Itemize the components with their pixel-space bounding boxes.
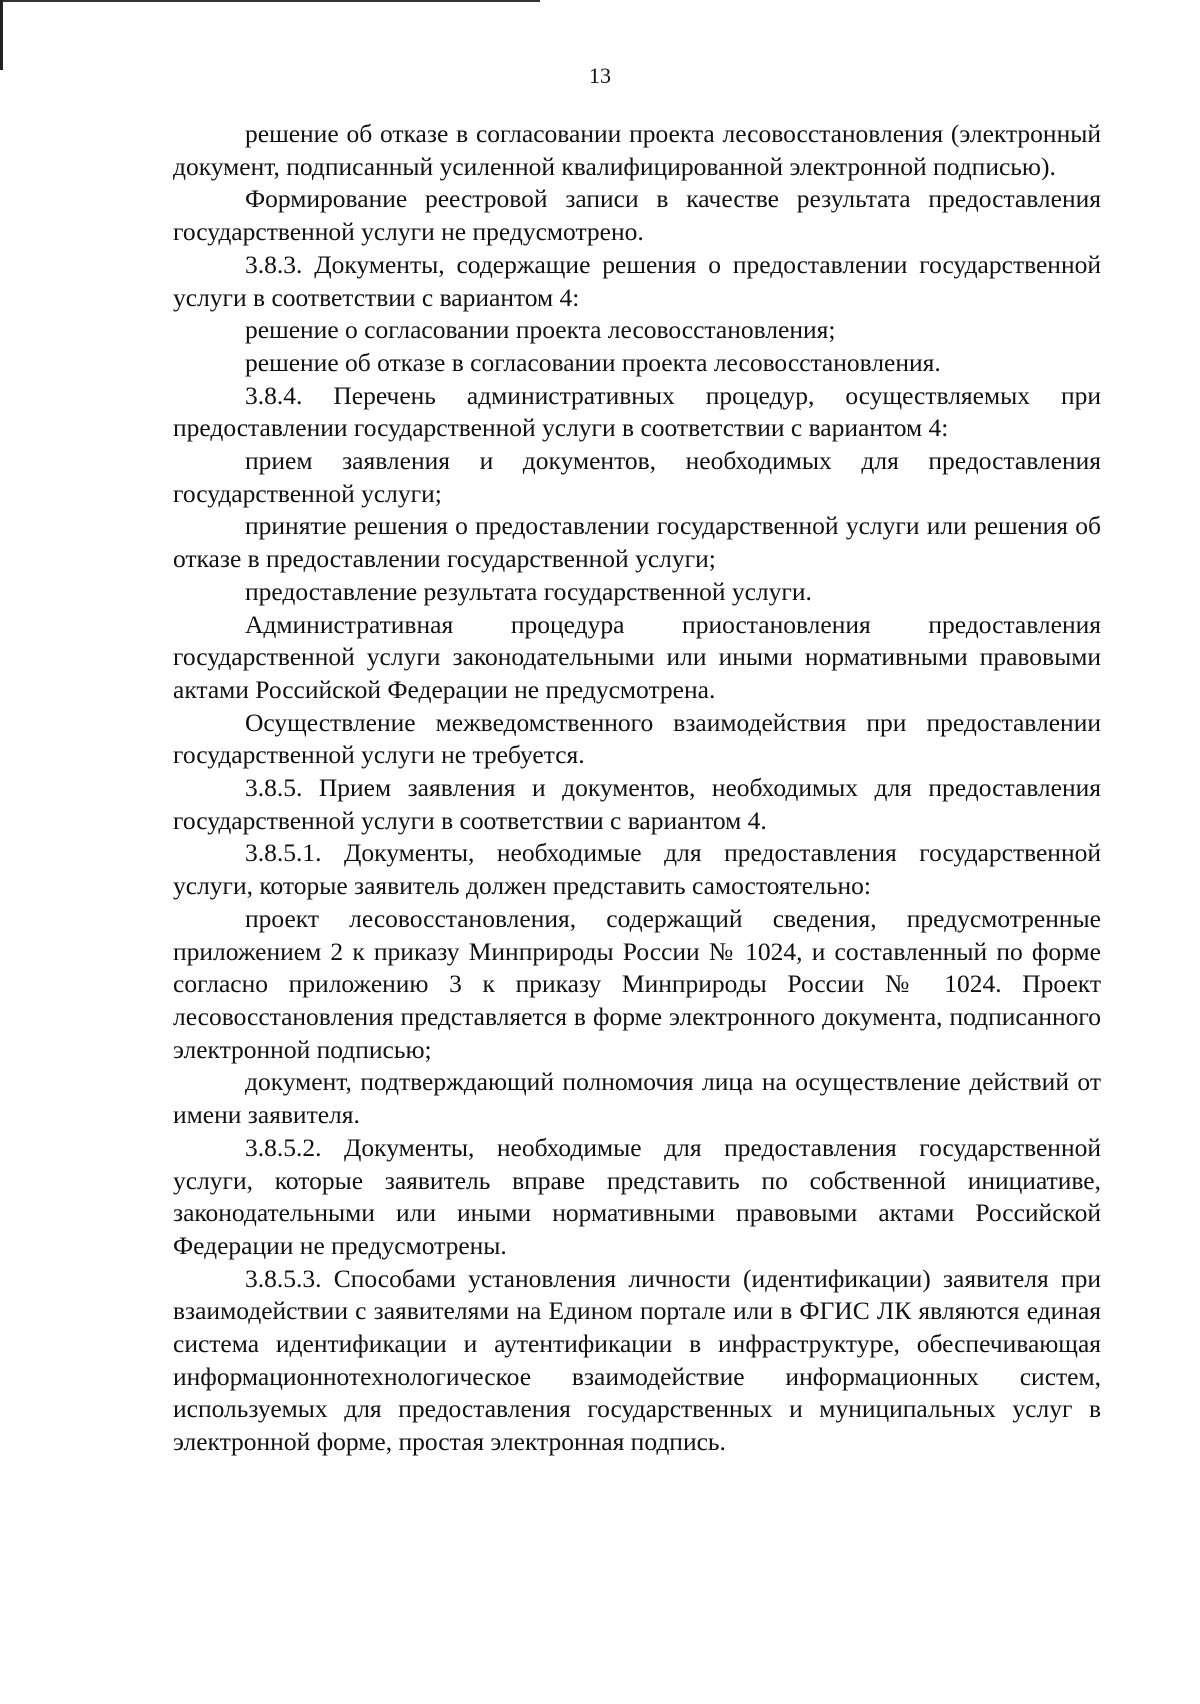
paragraph: Формирование реестровой записи в качестве результата предоставления государственной услуги не предусмотрено.: [173, 184, 1101, 247]
paragraph: документ, подтверждающий полномочия лица на осуществление действий от имени заявителя.: [173, 1067, 1101, 1130]
paragraph: решение об отказе в согласовании проекта лесовосстановления (электронный документ, подписанный усиленной квалифицированной электронной подписью).: [173, 119, 1101, 181]
paragraph: решение о согласовании проекта лесовосстановления;: [245, 315, 836, 345]
document-body: [173, 118, 1101, 1459]
paragraph: Административная процедура приостановления предоставления государственной услуги законодательными или иными нормативными правовыми актами Российской Федерации не предусмотрена.: [173, 609, 1101, 704]
scan-edge-left: [0, 0, 3, 70]
paragraph: 3.8.5.3. Способами установления личности (идентификации) заявителя при взаимодействии с заявителями на Едином портале или в ФГИС ЛК являются единая система идентификации и аутентификации в инфраструктуре, обеспечивающая информационнотехнологическое взаимодействие информационных систем, используемых для предоставления государственных и муниципальных услуг в электронной форме, простая электронная подпись.: [173, 1263, 1101, 1457]
paragraph: 3.8.5.1. Документы, необходимые для предоставления государственной услуги, которые заявитель должен представить самостоятельно:: [173, 838, 1101, 901]
paragraph: 3.8.3. Документы, содержащие решения о предоставлении государственной услуги в соответствии с вариантом 4:: [173, 249, 1101, 312]
paragraph: проект лесовосстановления, содержащий сведения, предусмотренные приложением 2 к приказу Минприроды России № 1024, и составленный по форме согласно приложению 3 к приказу Минприроды России № 1024. Проект лесовосстановления представляется в форме электронного документа, подписанного электронной подписью;: [173, 903, 1101, 1064]
paragraph: 3.8.5. Прием заявления и документов, необходимых для предоставления государственной услуги в соответствии с вариантом 4.: [173, 773, 1101, 835]
paragraph: предоставление результата государственной услуги.: [245, 576, 812, 606]
scan-edge-top: [0, 0, 540, 2]
paragraph: решение об отказе в согласовании проекта лесовосстановления.: [245, 347, 941, 377]
paragraph: 3.8.4. Перечень административных процедур, осуществляемых при предоставлении государственной услуги в соответствии с вариантом 4:: [173, 380, 1101, 443]
paragraph: принятие решения о предоставлении государственной услуги или решения об отказе в предоставлении государственной услуги;: [173, 511, 1101, 574]
page-number: 13: [589, 63, 611, 88]
paragraph: Осуществление межведомственного взаимодействия при предоставлении государственной услуги не требуется.: [173, 707, 1101, 770]
paragraph: прием заявления и документов, необходимых для предоставления государственной услуги;: [173, 446, 1101, 508]
paragraph: 3.8.5.2. Документы, необходимые для предоставления государственной услуги, которые заявитель вправе представить по собственной инициативе, законодательными или иными нормативными правовыми актами Российской Федерации не предусмотрены.: [173, 1132, 1101, 1260]
